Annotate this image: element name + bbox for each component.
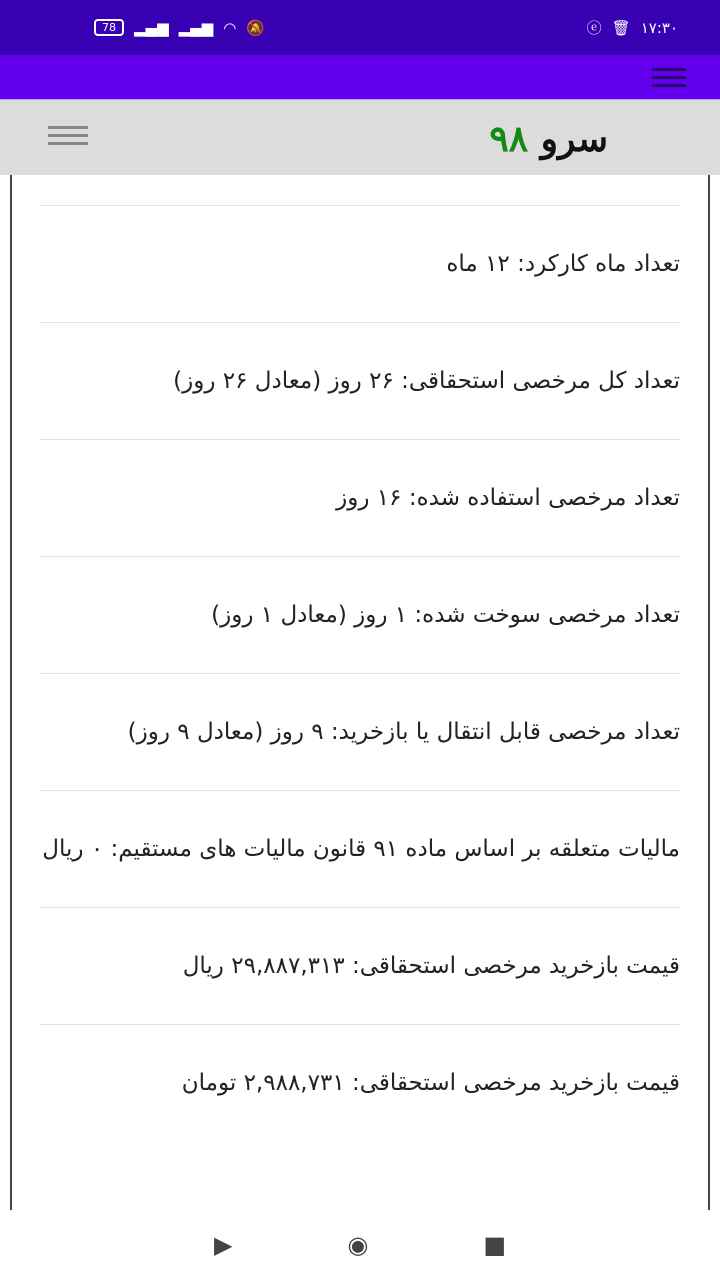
bell-off-icon: 🔕 [246, 18, 265, 37]
home-button[interactable]: ◉ [347, 1231, 369, 1259]
site-menu-icon[interactable] [48, 126, 88, 145]
menu-icon[interactable] [652, 68, 686, 87]
signal-icon-2: ▂▄▆ [178, 18, 214, 37]
content [10, 175, 710, 1210]
list-item: تعداد کل مرخصی استحقاقی: ۲۶ روز (معادل ۲۶ روز) [40, 322, 680, 439]
recents-button[interactable]: ■ [483, 1231, 507, 1259]
wifi-icon: ◠ [223, 18, 237, 37]
list-item: قیمت بازخرید مرخصی استحقاقی: ۲۹,۸۸۷,۳۱۳ ریال [40, 907, 680, 1024]
list-item: تعداد مرخصی استفاده شده: ۱۶ روز [40, 439, 680, 556]
signal-icon: ▂▄▆ [134, 18, 169, 37]
app-icon: ⓔ [586, 19, 602, 37]
clock: ۱۷:۳۰ [640, 18, 678, 37]
list-item: تعداد مرخصی سوخت شده: ۱ روز (معادل ۱ روز) [40, 556, 680, 673]
trash-icon: 🗑 [611, 18, 631, 37]
list-item: تعداد مرخصی قابل انتقال یا بازخرید: ۹ روز (معادل ۹ روز) [40, 673, 680, 790]
logo[interactable]: سرو ۹۸ [489, 118, 608, 160]
site-header [0, 99, 720, 175]
back-button[interactable]: ▶ [213, 1231, 233, 1259]
app-bar [0, 55, 720, 99]
list-item: تعداد ماه کارکرد: ۱۲ ماه [40, 205, 680, 322]
status-bar [0, 0, 720, 55]
list-item: مالیات متعلقه بر اساس ماده ۹۱ قانون مالیات های مستقیم: ۰ ریال [40, 790, 680, 907]
list-item: قیمت بازخرید مرخصی استحقاقی: ۲,۹۸۸,۷۳۱ تومان [40, 1024, 680, 1141]
navigation-bar [0, 1210, 720, 1280]
battery-icon: 78 [94, 19, 124, 36]
